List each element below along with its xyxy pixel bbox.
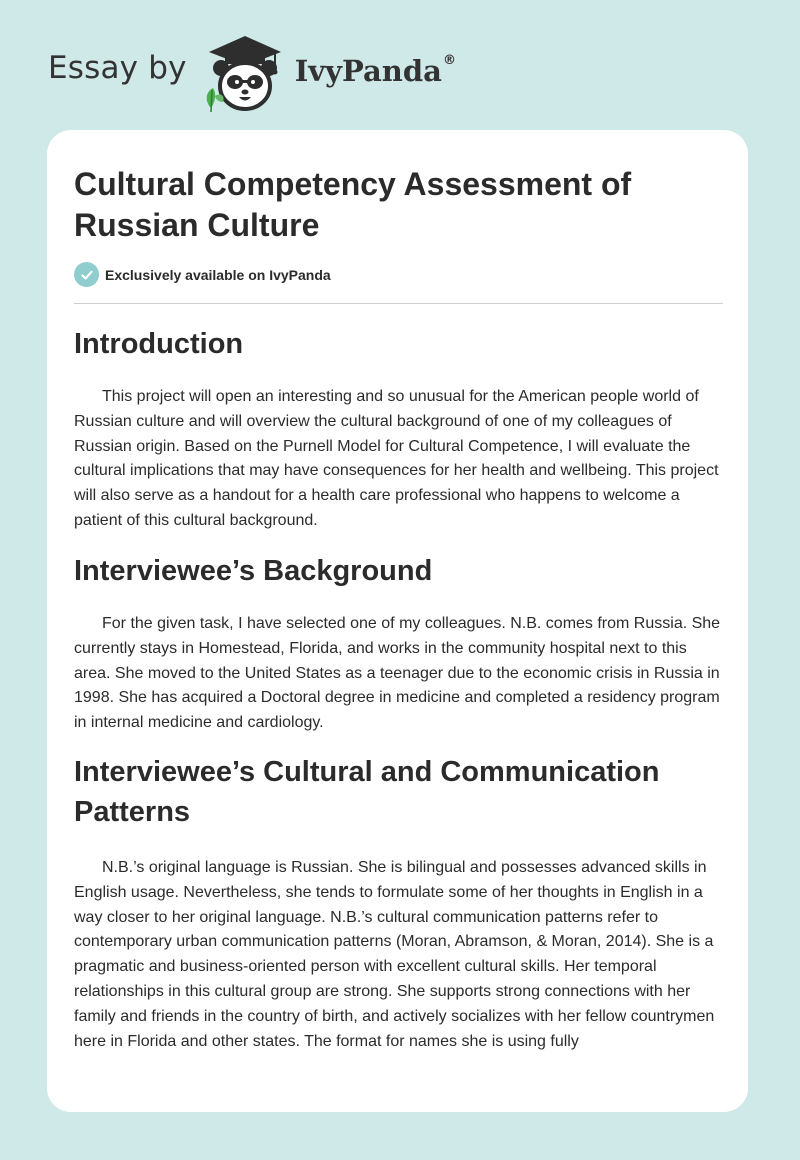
section-paragraph-background: For the given task, I have selected one of my colleagues. N.B. comes from Russia. She currently stays in Homestead, Florida, and works in the community hospital next to this area. She moved to the United States as a teenager due to the economic crisis in Russia in 1998. She has acquired a Doctoral degree in medicine and completed a residency program in internal medicine and cardiology. (74, 615, 721, 732)
check-circle-icon (74, 262, 99, 287)
availability-label: Exclusively available on IvyPanda (105, 266, 331, 283)
divider (74, 303, 723, 304)
section-heading-introduction: Introduction (74, 328, 244, 360)
page-title: Cultural Competency Assessment of Russian Culture (74, 166, 632, 243)
essay-card (47, 130, 748, 1112)
essay-by-label: Essay by (48, 50, 187, 86)
section-heading-communication: Interviewee’s Cultural and Communication Patterns (74, 756, 660, 828)
panda-graduation-cap-icon[interactable] (201, 30, 289, 114)
availability-badge (74, 262, 331, 287)
section-paragraph-introduction: This project will open an interesting and so unusual for the American people world of Russian culture and will overview the cultural background of one of my colleagues of Russian origin. Based on the Purnell Model for Cultural Competence, I will evaluate the cultural implications that may have consequences for her health and wellbeing. This project will also serve as a handout for a health care professional who happens to welcome a patient of this cultural background. (74, 388, 719, 529)
brand-name[interactable]: IvyPanda® (294, 53, 456, 88)
section-heading-background: Interviewee’s Background (74, 555, 433, 587)
registered-mark: ® (442, 53, 456, 69)
section-paragraph-communication: N.B.’s original language is Russian. She is bilingual and possesses advanced skills in English usage. Nevertheless, she tends to formulate some of her thoughts in English in a way closer to her original language. N.B.’s cultural communication patterns refer to contemporary urban communication patterns (Moran, Abramson, & Moran, 2014). She is a pragmatic and business-oriented person with excellent cultural skills. Her temporal relationships in this cultural group are strong. She supports strong connections with her family and friends in the country of birth, and actively socializes with her fellow countrymen here in Florida and other states. The format for names she is using fully (74, 859, 715, 1050)
site-header (48, 30, 456, 114)
